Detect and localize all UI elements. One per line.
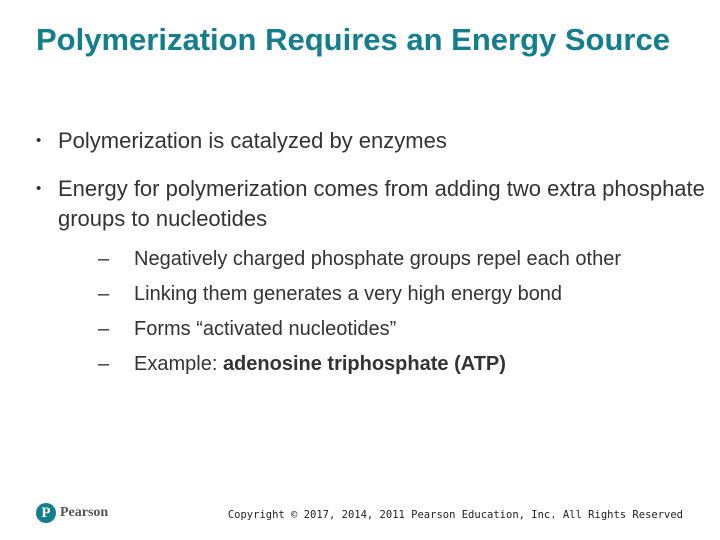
bullet-marker: •: [36, 180, 42, 197]
bullet-text: Polymerization is catalyzed by enzymes: [58, 128, 447, 153]
sub-bullet-item: [98, 277, 706, 312]
sub-bullet-marker: –: [98, 353, 110, 375]
sub-bullet-prefix: Example:: [134, 353, 223, 375]
bullet-item: [36, 126, 706, 156]
sub-bullet-marker: –: [98, 318, 110, 340]
copyright-notice: Copyright © 2017, 2014, 2011 Pearson Education, Inc. All Rights Reserved: [227, 509, 683, 521]
bullet-marker: •: [36, 132, 42, 149]
sub-bullet-list: [58, 242, 706, 382]
pearson-logo: [36, 503, 108, 523]
sub-bullet-text: Forms “activated nucleotides”: [134, 318, 397, 340]
pearson-logo-letter: P: [41, 505, 51, 521]
bullet-item: [36, 174, 706, 382]
sub-bullet-item: [98, 312, 706, 347]
bullet-list: [36, 126, 706, 400]
sub-bullet-item: [98, 242, 706, 277]
slide-title: Polymerization Requires an Energy Source: [36, 22, 670, 57]
sub-bullet-marker: –: [98, 248, 110, 270]
bullet-text: Energy for polymerization comes from adding two extra phosphate groups to nucleotides: [58, 176, 705, 231]
sub-bullet-text: Negatively charged phosphate groups repel each other: [134, 248, 621, 270]
sub-bullet-text: Linking them generates a very high energy bond: [134, 283, 563, 305]
sub-bullet-marker: –: [98, 283, 110, 305]
bold-term-atp: adenosine triphosphate (ATP): [222, 353, 506, 375]
pearson-logo-icon: [36, 503, 56, 523]
sub-bullet-item: [98, 347, 706, 382]
pearson-logo-text: Pearson: [60, 505, 109, 520]
